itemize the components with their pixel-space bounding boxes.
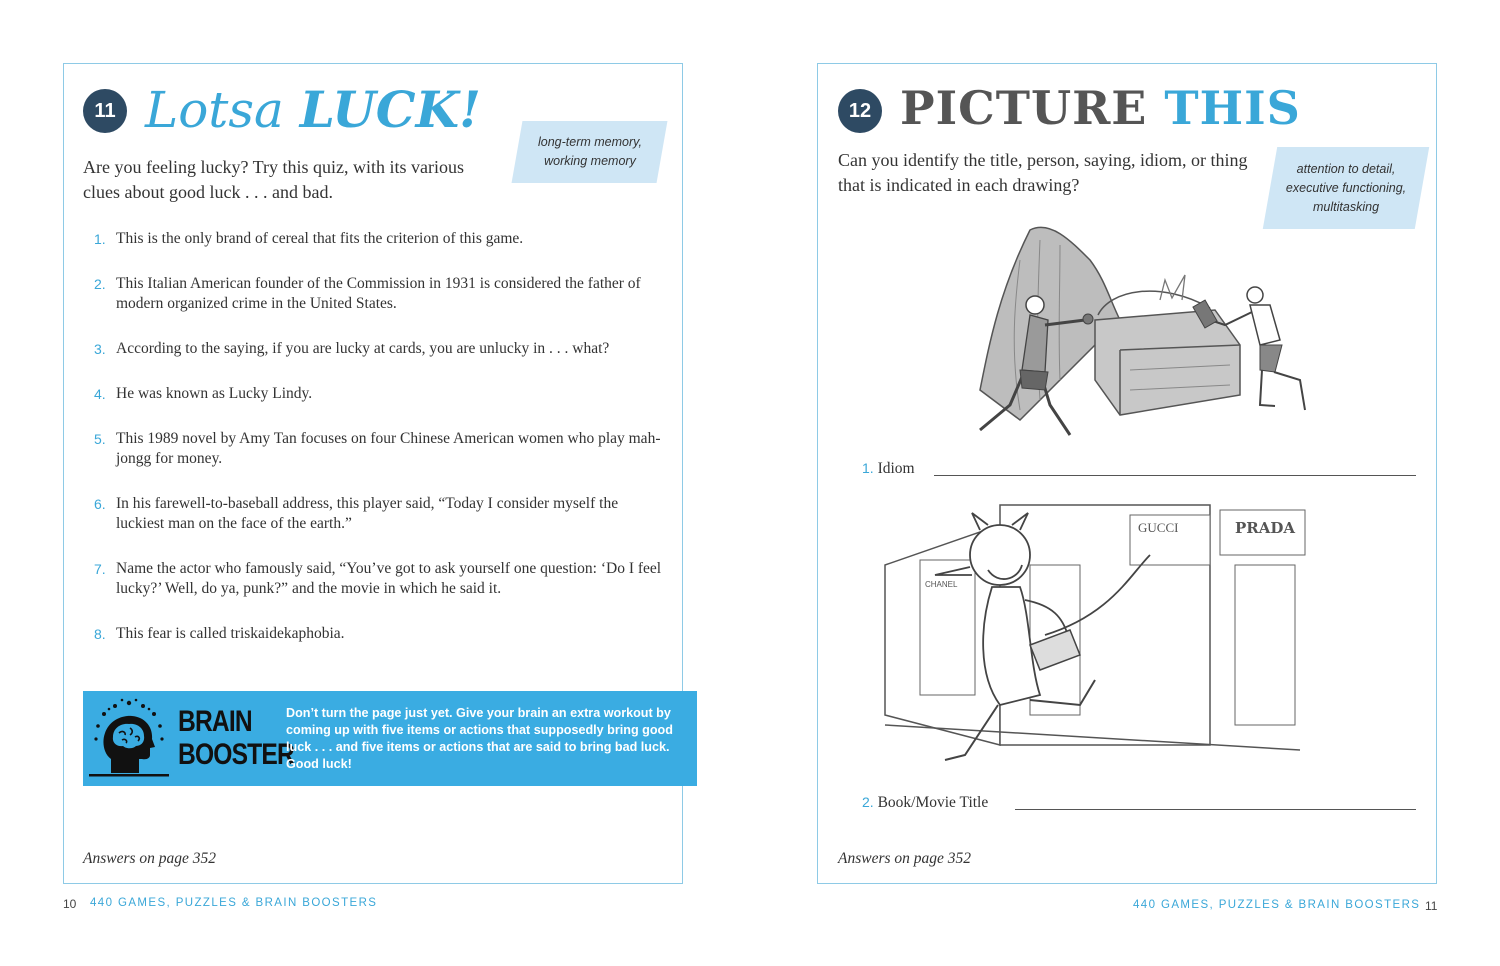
skill-tag [1263,147,1429,229]
title-part-2: LUCK! [299,80,482,139]
question-item [94,624,664,644]
answer-line[interactable] [1015,809,1416,810]
drawing-answer-label [862,794,988,812]
question-text: According to the saying, if you are lucky at cards, you are unlucky in . . . what? [116,340,610,357]
store-sign-prada: PRADA [1235,519,1296,537]
page-number: 10 [63,897,77,911]
title-part-1: PICTURE [900,81,1148,135]
drawing-label: Book/Movie Title [877,794,989,811]
question-item [94,229,664,249]
question-text: This is the only brand of cereal that fits the criterion of this game. [116,230,524,247]
question-item [94,384,664,404]
question-number: 2. [94,276,106,292]
question-number: 4. [94,386,106,402]
answer-line[interactable] [934,475,1416,476]
haystack-illustration [960,220,1350,452]
question-number: 3. [94,341,106,357]
answers-note: Answers on page 352 [83,850,217,867]
skill-tag-line: executive functioning, [1285,180,1407,195]
title-part-2: THIS [1164,81,1301,135]
footer-title: 440 GAMES, PUZZLES & BRAIN BOOSTERS [1133,899,1421,911]
intro-line: Can you identify the title, person, saying, idiom, or thing [838,150,1248,170]
brain-head-icon [89,697,169,779]
question-number: 5. [94,431,106,447]
question-number: 8. [94,626,106,642]
skill-tag-line: multitasking [1313,199,1379,214]
answers-note: Answers on page 352 [838,850,972,867]
drawing-number: 2. [862,794,874,810]
drawing-number: 1. [862,460,874,476]
brain-booster-word-1: BRAIN [178,705,252,738]
skill-tag-line: long-term memory, [537,135,642,149]
intro-text [83,155,503,205]
puzzle-number-badge: 12 [838,89,882,133]
question-item [94,559,664,599]
intro-line: Are you feeling lucky? Try this quiz, with its various [83,157,464,177]
store-sign-chanel: CHANEL [925,580,958,589]
skill-tag [512,121,668,183]
question-item [94,429,664,469]
brain-booster-text: Don’t turn the page just yet. Give your brain an extra workout by coming up with five items or actions that supposedly bring good luck . . . and five items or actions that are said to bring bad luck. Good luck! [286,706,673,771]
page-title [900,80,1301,136]
skill-tag-line: working memory [543,154,636,168]
question-item [94,339,664,359]
question-item [94,274,664,314]
page-title [145,78,481,142]
skill-tag-line: attention to detail, [1296,161,1396,176]
store-sign-gucci: GUCCI [1138,520,1179,535]
question-text: Name the actor who famously said, “You’ve got to ask yourself one question: ‘Do I feel lucky?’ Well, do ya, punk?” and the movie in which he said it. [116,560,662,597]
brain-booster-word-2: BOOSTER [178,738,294,771]
question-text: This Italian American founder of the Commission in 1931 is considered the father of modern organized crime in the United States. [116,275,641,312]
storefront-devil-illustration [880,495,1310,775]
question-number: 1. [94,231,106,247]
question-item [94,494,664,534]
question-text: This fear is called triskaidekaphobia. [116,625,345,642]
drawing-answer-label [862,460,915,478]
question-text: In his farewell-to-baseball address, this player said, “Today I consider myself the luckiest man on the face of the earth.” [116,495,619,532]
question-number: 6. [94,496,106,512]
puzzle-number-badge: 11 [83,89,127,133]
drawing-label: Idiom [877,460,915,477]
title-part-1: Lotsa [145,81,284,139]
footer-title: 440 GAMES, PUZZLES & BRAIN BOOSTERS [90,897,378,909]
intro-text [838,148,1278,198]
intro-line: that is indicated in each drawing? [838,175,1080,195]
question-text: He was known as Lucky Lindy. [116,385,313,402]
question-number: 7. [94,561,106,577]
brain-booster-box [83,691,697,786]
question-text: This 1989 novel by Amy Tan focuses on four Chinese American women who play mah-jongg for money. [116,430,661,467]
intro-line: clues about good luck . . . and bad. [83,182,333,202]
page-number: 11 [1425,899,1438,913]
